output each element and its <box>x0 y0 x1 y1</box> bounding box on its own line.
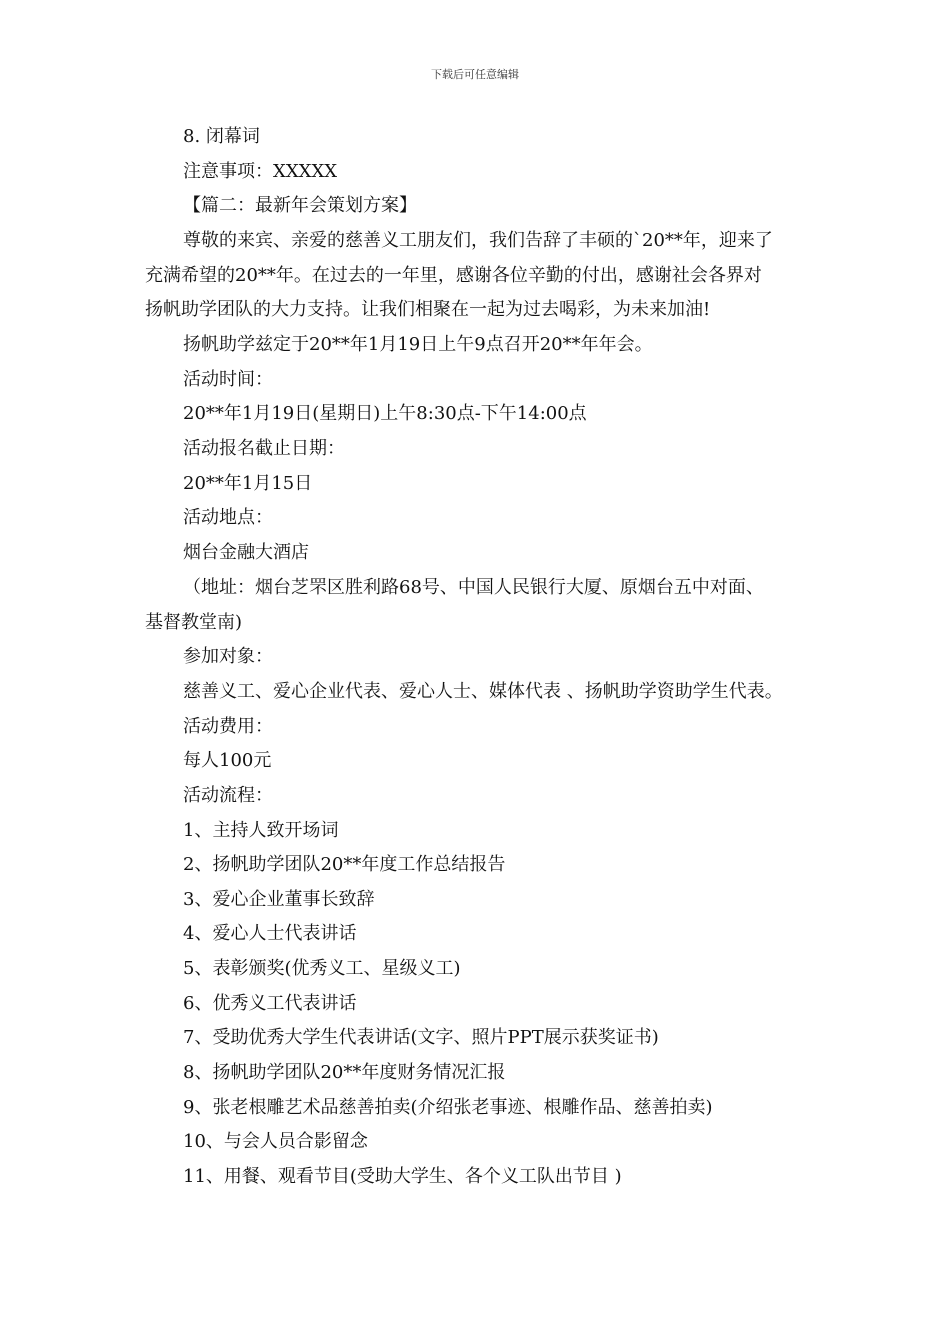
location-value: 烟台金融大酒店 <box>183 542 309 563</box>
agenda-item: 7、受助优秀大学生代表讲话(文字、照片PPT展示获奖证书) <box>183 1027 659 1048</box>
agenda-item: 4、爱心人士代表讲话 <box>183 923 357 944</box>
time-label: 活动时间： <box>183 369 273 390</box>
paragraph-line: 充满希望的20**年。在过去的一年里，感谢各位辛勤的付出，感谢社会各界对 <box>145 265 762 286</box>
paragraph-line: 尊敬的来宾、亲爱的慈善义工朋友们，我们告辞了丰硕的`20**年，迎来了 <box>183 230 773 251</box>
agenda-item: 10、与会人员合影留念 <box>183 1131 368 1152</box>
deadline-value: 20**年1月15日 <box>183 473 313 494</box>
closing-speech-item: 8. 闭幕词 <box>183 126 260 147</box>
agenda-item: 8、扬帆助学团队20**年度财务情况汇报 <box>183 1062 506 1083</box>
agenda-label: 活动流程： <box>183 785 273 806</box>
time-value: 20**年1月19日(星期日)上午8:30点-下午14:00点 <box>183 403 587 424</box>
agenda-item: 9、张老根雕艺术品慈善拍卖(介绍张老事迹、根雕作品、慈善拍卖) <box>183 1097 713 1118</box>
agenda-item: 2、扬帆助学团队20**年度工作总结报告 <box>183 854 506 875</box>
participants-label: 参加对象： <box>183 646 273 667</box>
agenda-item: 3、爱心企业董事长致辞 <box>183 889 375 910</box>
participants-value: 慈善义工、爱心企业代表、爱心人士、媒体代表 、扬帆助学资助学生代表。 <box>183 681 783 702</box>
announcement-line: 扬帆助学兹定于20**年1月19日上午9点召开20**年年会。 <box>183 334 653 355</box>
agenda-item: 6、优秀义工代表讲话 <box>183 993 357 1014</box>
fee-label: 活动费用： <box>183 716 273 737</box>
section-heading: 【篇二：最新年会策划方案】 <box>183 195 417 216</box>
fee-value: 每人100元 <box>183 750 272 771</box>
agenda-item: 11、用餐、观看节目(受助大学生、各个义工队出节目 ) <box>183 1166 622 1187</box>
address-line: （地址：烟台芝罘区胜利路68号、中国人民银行大厦、原烟台五中对面、 <box>183 577 764 598</box>
location-label: 活动地点： <box>183 507 273 528</box>
agenda-item: 5、表彰颁奖(优秀义工、星级义工) <box>183 958 461 979</box>
paragraph-line: 扬帆助学团队的大力支持。让我们相聚在一起为过去喝彩，为未来加油! <box>145 299 711 320</box>
address-line: 基督教堂南) <box>145 612 243 633</box>
notes-line: 注意事项：XXXXX <box>183 161 338 182</box>
deadline-label: 活动报名截止日期： <box>183 438 345 459</box>
agenda-item: 1、主持人致开场词 <box>183 820 339 841</box>
page-header-note: 下载后可任意编辑 <box>431 68 519 81</box>
